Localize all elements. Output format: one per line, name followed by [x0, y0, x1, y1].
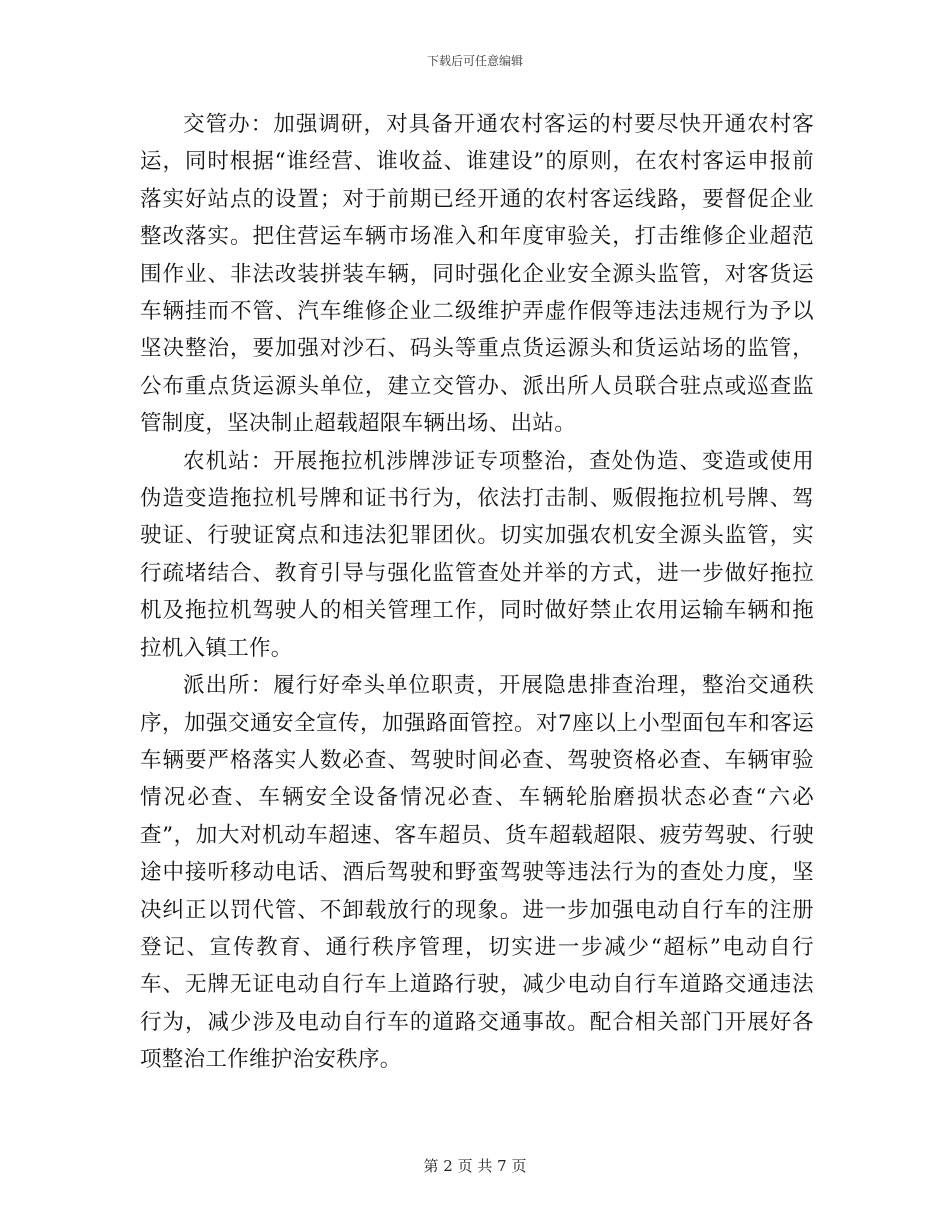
- paragraph-police-station: 派出所：履行好牵头单位职责，开展隐患排查治理，整治交通秩序，加强交通安全宣传，加强路面管控。对7座以上小型面包车和客运车辆要严格落实人数必查、驾驶时间必查、驾驶资格必查、车辆审验情况必查、车辆安全设备情况必查、车辆轮胎磨损状态必查“六必查”，加大对机动车超速、客车超员、货车超载超限、疲劳驾驶、行驶途中接听移动电话、酒后驾驶和野蛮驾驶等违法行为的查处力度，坚决纠正以罚代管、不卸载放行的现象。进一步加强电动自行车的注册登记、宣传教育、通行秩序管理，切实进一步减少“超标”电动自行车、无牌无证电动自行车上道路行驶，减少电动自行车道路交通违法行为，减少涉及电动自行车的道路交通事故。配合相关部门开展好各项整治工作维护治安秩序。: [140, 673, 814, 1073]
- document-body: [140, 106, 814, 1079]
- paragraph-agricultural-machinery-station: 农机站：开展拖拉机涉牌涉证专项整治，查处伪造、变造或使用伪造变造拖拉机号牌和证书行为，依法打击制、贩假拖拉机号牌、驾驶证、行驶证窝点和违法犯罪团伙。切实加强农机安全源头监管，实行疏堵结合、教育引导与强化监管查处并举的方式，进一步做好拖拉机及拖拉机驾驶人的相关管理工作，同时做好禁止农用运输车辆和拖拉机入镇工作。: [140, 448, 814, 661]
- paragraph-traffic-office: 交管办：加强调研，对具备开通农村客运的村要尽快开通农村客运，同时根据“谁经营、谁收益、谁建设”的原则，在农村客运申报前落实好站点的设置；对于前期已经开通的农村客运线路，要督促企业整改落实。把住营运车辆市场准入和年度审验关，打击维修企业超范围作业、非法改装拼装车辆，同时强化企业安全源头监管，对客货运车辆挂而不管、汽车维修企业二级维护弄虚作假等违法违规行为予以坚决整治，要加强对沙石、码头等重点货运源头和货运站场的监管，公布重点货运源头单位，建立交管办、派出所人员联合驻点或巡查监管制度，坚决制止超载超限车辆出场、出站。: [140, 112, 814, 437]
- page-header: 下载后可任意编辑: [426, 54, 523, 68]
- page-footer: 第 2 页 共 7 页: [423, 1157, 527, 1175]
